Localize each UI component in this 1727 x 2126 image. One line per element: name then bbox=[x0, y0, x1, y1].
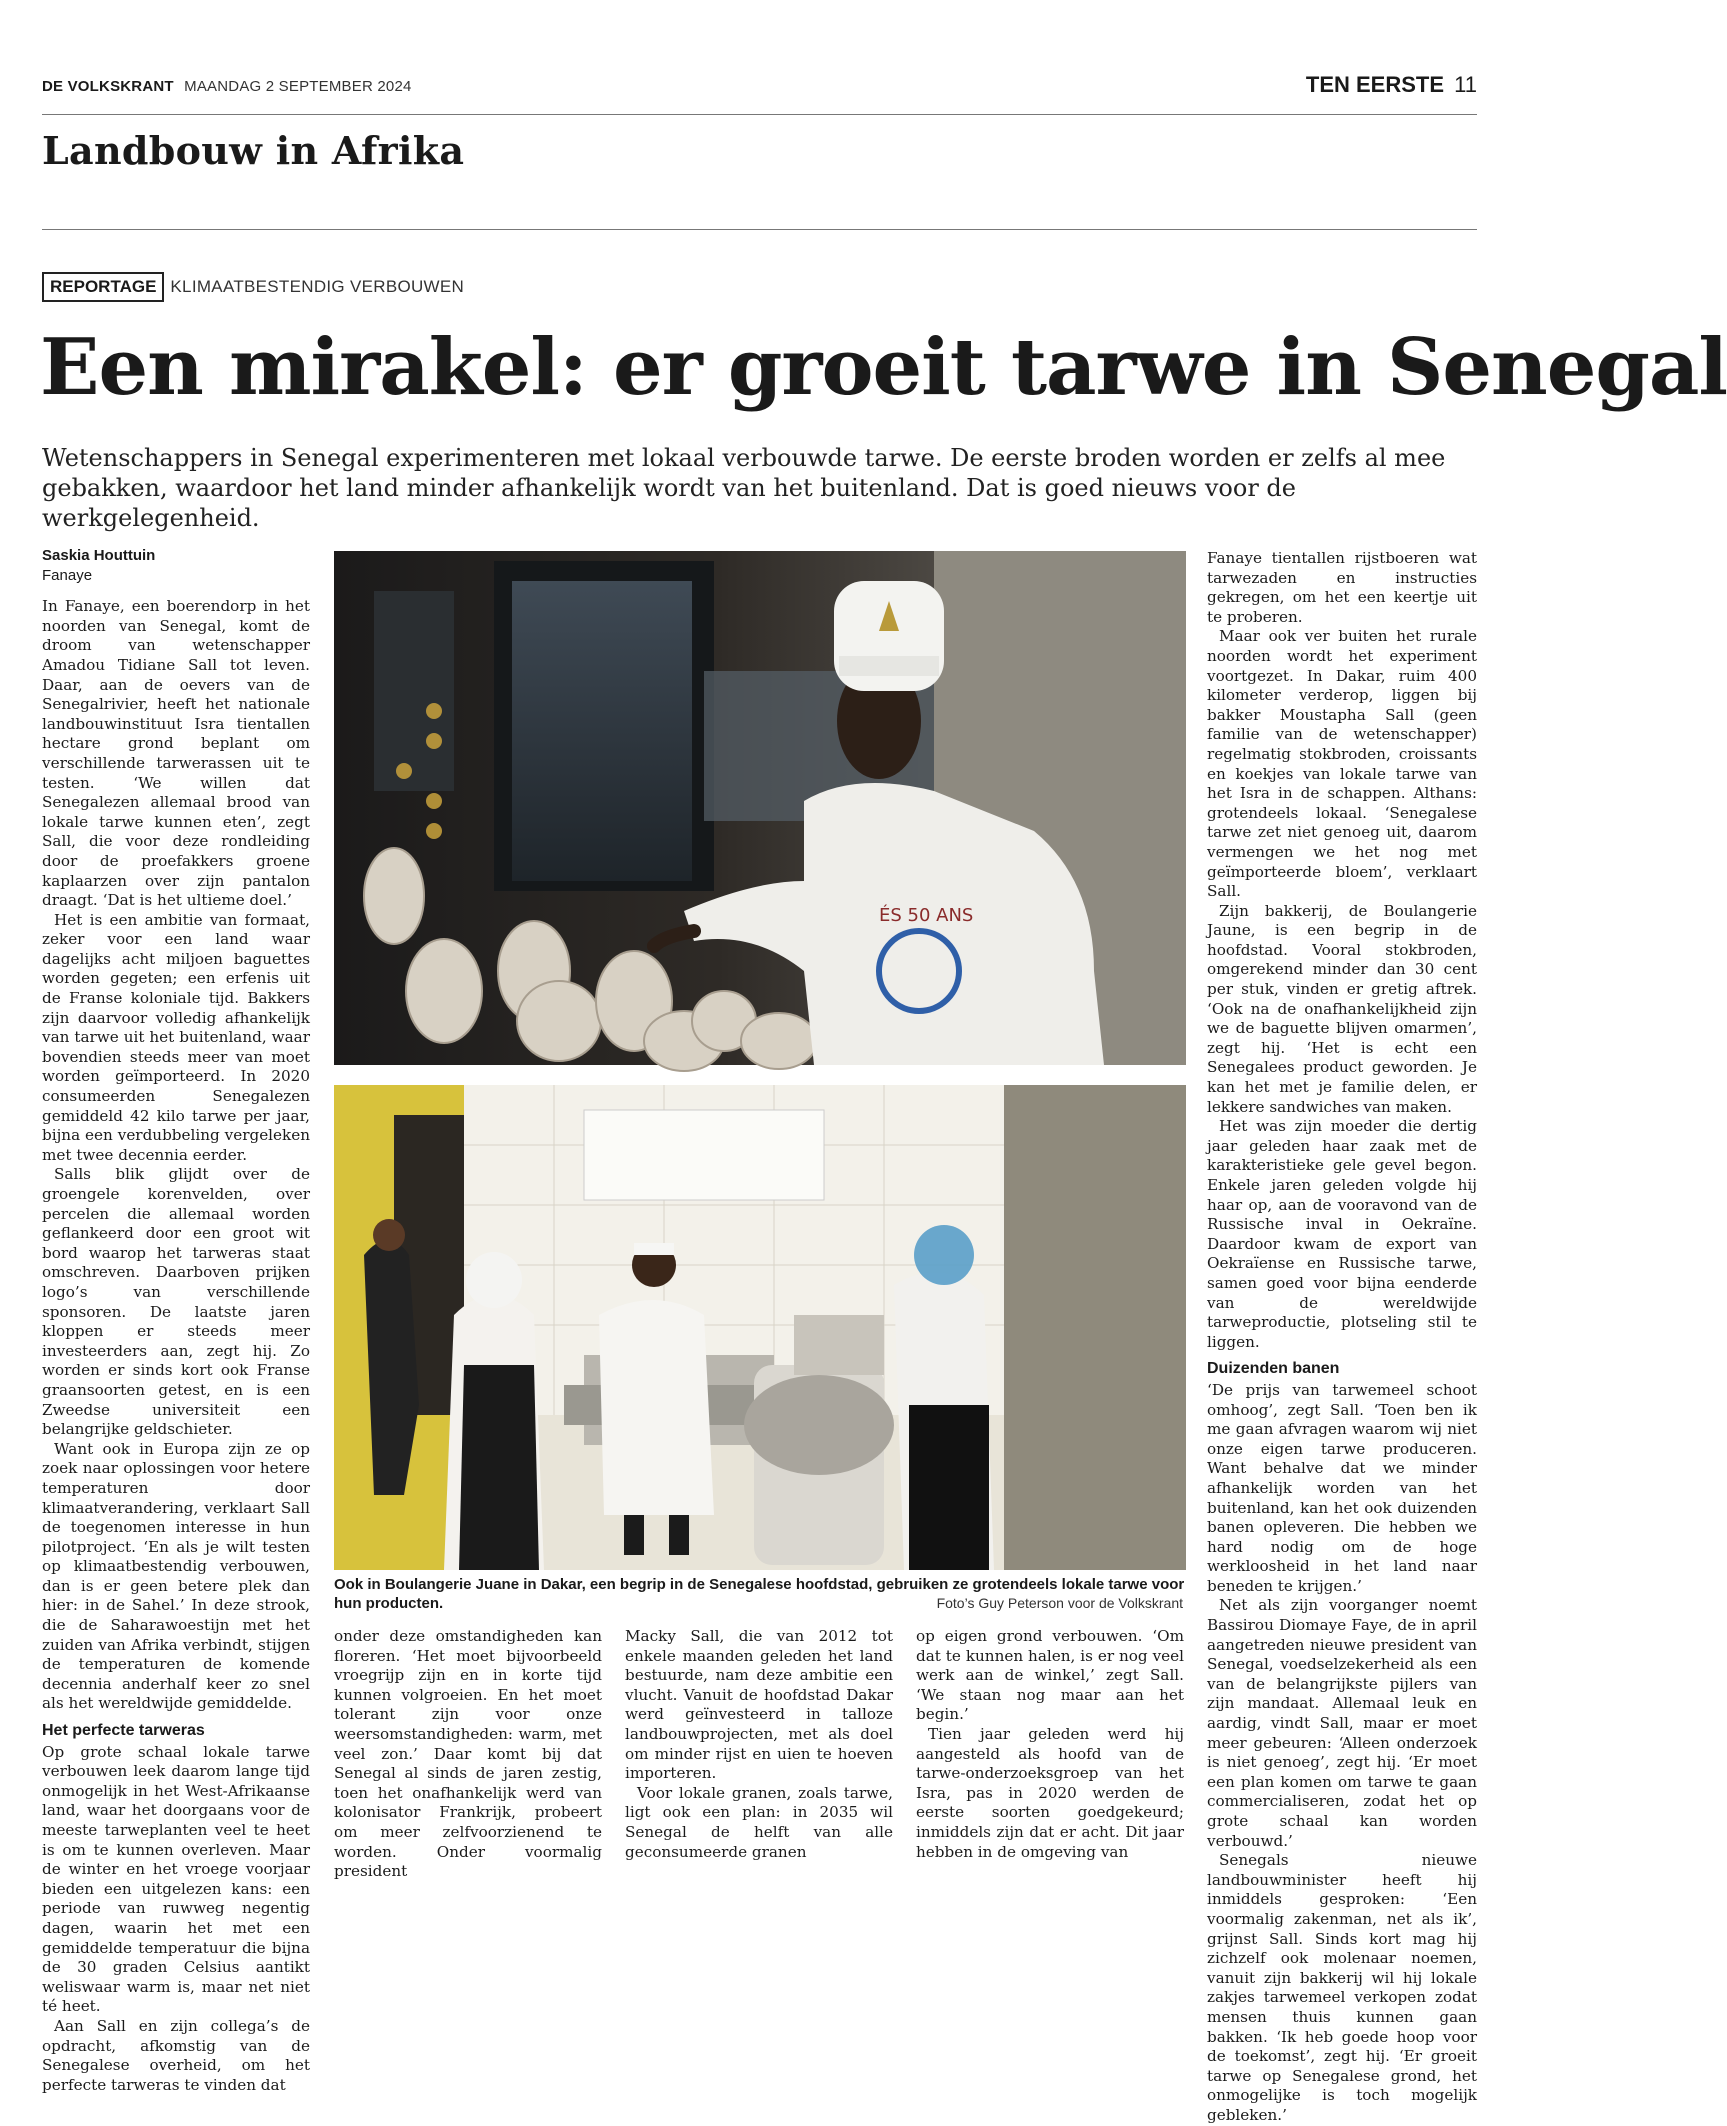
intro-paragraph: Wetenschappers in Senegal experimenteren met lokaal verbouwde tarwe. De eerste broden worden er zelfs al mee gebakken, waardoor het land minder afhankelijk wordt van het buitenland. Dat is goed nieuws voor de werkgelegenheid. bbox=[42, 444, 1446, 532]
photo-caption: Ook in Boulangerie Juane in Dakar, een begrip in de Senegalese hoofdstad, gebruiken ze grotendeels lokale tarwe voor hun producten. bbox=[334, 1576, 1185, 1612]
paragraph: Tien jaar geleden werd hij aangesteld als hoofd van de tarwe-onderzoeksgroep van het Isra, pas in 2020 werden de eerste soorten goedgekeurd; inmiddels zijn dat er acht. Dit jaar hebben in de omgeving van bbox=[916, 1724, 1184, 1861]
paragraph: Op grote schaal lokale tarwe verbouwen leek daarom lange tijd onmogelijk in het West-Afrikaanse land, waar het doorgaans voor de meeste tarweplanten veel te heet is om te kunnen overleven. Maar de winter en het vroege voorjaar bieden een uitgelezen kans: een periode van ruwweg negentig dagen, waarin het met een gemiddelde temperatuur die bijna de 30 graden Celsius aantikt weliswaar warm is, maar net niet té heet. bbox=[42, 1742, 310, 2016]
article-column-2 bbox=[334, 1627, 602, 1882]
paragraph: onder deze omstandigheden kan floreren. ‘Het moet bijvoorbeeld vroegrijp zijn en in korte tijd kunnen volgroeien. En het moet tolerant zijn voor onze weersomstandigheden: warm, met veel zon.’ Daar komt bij dat Senegal al sinds de jaren zestig, toen het onafhankelijk werd van kolonisator Frankrijk, probeert om meer zelfvoorzienend te worden. Onder voormalig president bbox=[334, 1627, 602, 1881]
article-column-1 bbox=[42, 546, 310, 2095]
paragraph: Salls blik glijdt over de groengele korenvelden, over percelen die allemaal worden geflankeerd door een groot wit bord waarop het tarweras staat omschreven. Daarboven prijken logo’s van verschillende sponsoren. De laatste jaren kloppen er steeds meer investeerders aan, zegt hij. Zo worden er sinds kort ook Franse graansoorten getest, en is een Zweedse universiteit een belangrijke geldschieter. bbox=[42, 1165, 310, 1439]
paragraph: Net als zijn voorganger noemt Bassirou Diomaye Faye, de in april aangetreden nieuwe president van Senegal, voedselzekerheid als een van de belangrijkste pijlers van zijn mandaat. Allemaal leuk en aardig, vindt Sall, maar er moet meer gebeuren: ‘Alleen onderzoek is niet genoeg’, zegt hij. ‘Er moet een plan komen om tarwe te gaan commercialiseren, zodat het op grote schaal kan worden verbouwd.’ bbox=[1207, 1596, 1477, 1850]
section-title: Landbouw in Afrika bbox=[42, 128, 465, 173]
photo-baker-oven bbox=[334, 551, 1186, 1065]
subheading: Duizenden banen bbox=[1207, 1360, 1340, 1378]
photo-credit: Foto’s Guy Peterson voor de Volkskrant bbox=[936, 1595, 1183, 1611]
photo-bakery-interior bbox=[334, 1085, 1186, 1570]
author-name: Saskia Houttuin bbox=[42, 547, 156, 564]
header-rule bbox=[42, 114, 1477, 115]
paragraph: Voor lokale granen, zoals tarwe, ligt ook een plan: in 2035 wil Senegal de helft van alle geconsumeerde granen bbox=[625, 1783, 893, 1861]
section-right-label: TEN EERSTE bbox=[1305, 72, 1445, 97]
paragraph: Macky Sall, die van 2012 tot enkele maanden geleden het land bestuurde, nam deze ambitie een vlucht. Vanuit de hoofdstad Dakar werd geïnvesteerd in talloze landbouwprojecten, met als doel om minder rijst en uien te hoeven importeren. bbox=[625, 1627, 893, 1783]
paragraph: Senegals nieuwe landbouwminister heeft hij inmiddels gesproken: ‘Een voormalig zakenman, net als ik’, grijnst Sall. Sinds kort mag hij zichzelf ook molenaar noemen, vanuit zijn bakkerij wil hij lokale zakjes tarwemeel verkopen zodat mensen thuis kunnen gaan bakken. ‘Ik heb goede hoop voor de toekomst’, zegt hij. ‘Er groeit tarwe op Senegalese grond, het onmogelijke is toch mogelijk gebleken.’ bbox=[1207, 1851, 1477, 2124]
paragraph: Aan Sall en zijn collega’s de opdracht, afkomstig van de Senegalese overheid, om het perfecte tarweras te vinden dat bbox=[42, 2016, 310, 2094]
bakery-photo-illustration bbox=[334, 1085, 1186, 1570]
subheading: Het perfecte tarweras bbox=[42, 1722, 205, 1740]
paragraph: Zijn bakkerij, de Boulangerie Jaune, is een begrip in de hoofdstad. Vooral stokbroden, omgerekend minder dan 30 cent per stuk, vinden er gretig aftrek. ‘Ook na de onafhankelijkheid zijn we de baguette blijven omarmen’, zegt hij. ‘Het is echt een Senegalees product geworden. Je kan het met je familie delen, er lekkere sandwiches van maken. bbox=[1207, 901, 1477, 1116]
page-number: 11 bbox=[1454, 72, 1477, 97]
svg-text:ÉS 50 ANS: ÉS 50 ANS bbox=[879, 905, 974, 926]
headline: Een mirakel: er groeit tarwe in Senegal bbox=[40, 322, 1727, 413]
paragraph: Fanaye tientallen rijstboeren wat tarwezaden en instructies gekregen, om het een keertje uit te proberen. bbox=[1207, 549, 1477, 626]
paragraph: Het is een ambitie van formaat, zeker voor een land waar dagelijks acht miljoen baguettes worden gegeten; een erfenis uit de Franse koloniale tijd. Bakkers zijn daarvoor volledig afhankelijk van tarwe uit het buitenland, waar bovendien steeds meer van moet worden geïmporteerd. In 2020 consumeerden Senegalezen gemiddeld 42 kilo tarwe per jaar, bijna een verdubbeling vergeleken met twee decennia eerder. bbox=[42, 910, 310, 1164]
article-column-5 bbox=[1207, 549, 1477, 2126]
paragraph: Maar ook ver buiten het rurale noorden wordt het experiment voortgezet. In Dakar, ruim 400 kilometer verderop, liggen bij bakker Moustapha Sall (geen familie van de wetenschapper) regelmatig stokbroden, croissants en koekjes van lokale tarwe van het Isra in de schappen. Althans: grotendeels lokaal. ‘Senegalese tarwe zet niet genoeg uit, daarom vermengen we het nog met geïmporteerde bloem’, verklaart Sall. bbox=[1207, 627, 1477, 901]
paragraph: Het was zijn moeder die dertig jaar geleden haar zaak met de karakteristieke gele gevel begon. Enkele jaren geleden volgde hij haar op, aan de vooravond van de Russische inval in Oekraïne. Daardoor kwam de export van Oekraïense en Russische tarwe, samen goed voor bijna eenderde van de wereldwijde tarweproductie, plotseling stil te liggen. bbox=[1207, 1117, 1477, 1351]
masthead-line bbox=[42, 78, 412, 95]
kicker-topic: KLIMAATBESTENDIG VERBOUWEN bbox=[170, 277, 465, 296]
section-rule bbox=[42, 229, 1477, 230]
paragraph: Want ook in Europa zijn ze op zoek naar oplossingen voor hetere temperaturen door klimaatverandering, verklaart Sall de toegenomen interesse in hun pilotproject. ‘En als je wilt testen op klimaatbestendig verbouwen, dan is er geen betere plek dan hier: in de Sahel.’ In deze strook, die de Saharawoestijn met het zuiden van Afrika verbindt, stijgen de temperaturen de komende decennia anderhalf keer zo snel als het wereldwijde gemiddelde. bbox=[42, 1439, 310, 1713]
paper-name: DE VOLKSKRANT bbox=[42, 78, 174, 95]
article-column-3 bbox=[625, 1627, 893, 1862]
article-column-4 bbox=[916, 1627, 1184, 1862]
baker-photo-illustration bbox=[334, 551, 1186, 1065]
paragraph: ‘De prijs van tarwemeel schoot omhoog’, zegt Sall. ‘Toen ben ik me gaan afvragen waarom wij niet onze eigen tarwe produceren. Want behalve dat we minder afhankelijk worden van het buitenland, kan het ook duizenden banen opleveren. Die hebben we hard nodig om de hoge werkloosheid in het land naar beneden te krijgen.’ bbox=[1207, 1380, 1477, 1595]
paragraph: op eigen grond verbouwen. ‘Om dat te kunnen halen, is er nog veel werk aan de winkel,’ zegt Sall. ‘We staan nog maar aan het begin.’ bbox=[916, 1627, 1184, 1724]
paragraph: In Fanaye, een boerendorp in het noorden van Senegal, komt de droom van wetenschapper Amadou Tidiane Sall tot leven. Daar, aan de oevers van de Senegalrivier, heeft het nationale landbouwinstituut Isra tientallen hectare grond beplant om verschillende tarwerassen uit te testen. ‘We willen dat Senegalezen allemaal brood van lokale tarwe kunnen eten’, zegt Sall, die voor deze rondleiding door de proefakkers groene kaplaarzen over zijn pantalon draagt. ‘Dat is het ultieme doel.’ bbox=[42, 597, 310, 910]
kicker-label: REPORTAGE bbox=[42, 272, 164, 302]
issue-date: MAANDAG 2 SEPTEMBER 2024 bbox=[184, 78, 412, 95]
kicker bbox=[42, 272, 464, 302]
page-section-label bbox=[1306, 72, 1477, 98]
dateline: Fanaye bbox=[42, 566, 93, 584]
byline bbox=[42, 546, 310, 585]
